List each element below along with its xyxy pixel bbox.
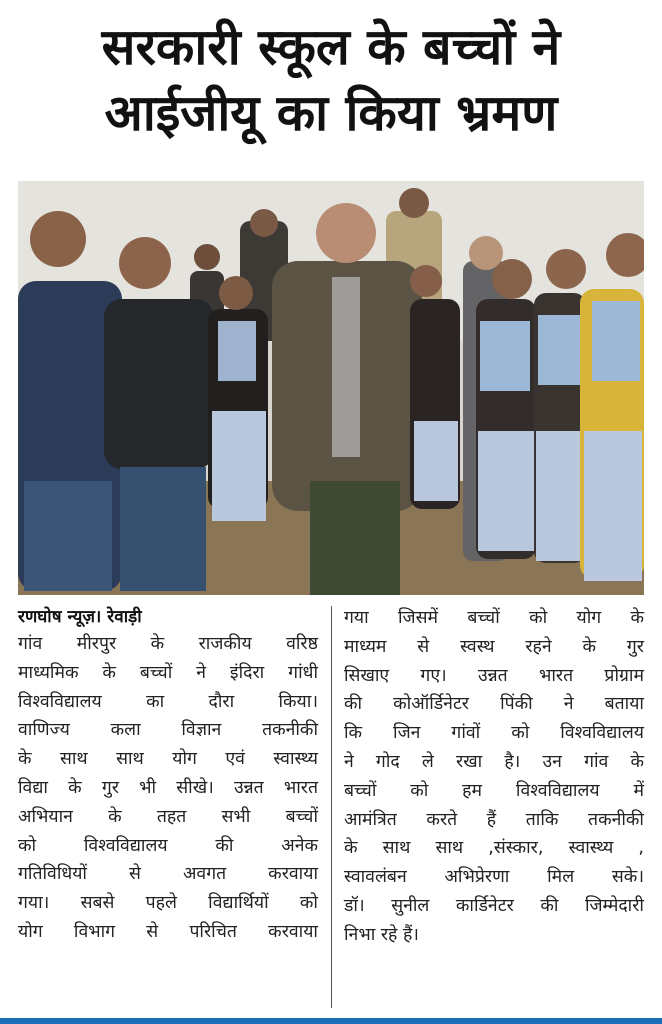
- students-left: [208, 276, 268, 521]
- bottom-accent-bar: [0, 1018, 662, 1024]
- left-line-10: गया। सबसे पहले विद्यार्थियों को: [18, 893, 318, 914]
- left-line-8: को विश्वविद्यालय की अनेक: [18, 835, 318, 856]
- right-line-11: डॉ। सुनील कार्डिनेटर की जिम्मेदारी: [344, 895, 644, 916]
- headline: [0, 14, 662, 146]
- left-line-11: योग विभाग से परिचित करवाया: [18, 921, 318, 942]
- news-photo: [18, 181, 644, 595]
- right-line-10: स्वावलंबन अभिप्रेरणा मिल सके।: [344, 867, 644, 888]
- column-divider: [331, 606, 332, 1008]
- dateline: रणघोष न्यूज़। रेवाड़ी: [18, 607, 142, 627]
- left-line-1: गांव मीरपुर के राजकीय वरिष्ठ: [18, 634, 318, 654]
- right-line-6: ने गोद ले रखा है। उन गांव के: [344, 751, 644, 772]
- left-line-5: के साथ साथ योग एवं स्वास्थ्य: [18, 749, 318, 770]
- left-line-3: विश्वविद्यालय का दौरा किया।: [18, 691, 318, 712]
- left-line-7: अभियान के तहत सभी बच्चों: [18, 806, 318, 827]
- right-line-5: कि जिन गांवों को विश्वविद्यालय: [344, 723, 644, 744]
- article-column-left: [18, 604, 318, 947]
- left-line-2: माध्यमिक के बच्चों ने इंदिरा गांधी: [18, 662, 318, 683]
- right-line-4: की कोऑर्डिनेटर पिंकी ने बताया: [344, 694, 644, 715]
- headline-line-1: सरकारी स्कूल के बच्चों ने: [101, 18, 561, 76]
- right-line-9: के साथ साथ ,संस्कार, स्वास्थ्य ,: [344, 838, 644, 859]
- left-line-6: विद्या के गुर भी सीखे। उन्नत भारत: [18, 777, 318, 798]
- right-line-3: सिखाए गए। उन्नत भारत प्रोग्राम: [344, 665, 644, 686]
- right-line-7: बच्चों को हम विश्वविद्यालय में: [344, 780, 644, 801]
- right-line-2: माध्यम से स्वस्थ रहने के गुर: [344, 636, 644, 657]
- headline-line-2: आईजीयू का किया भ्रमण: [104, 84, 558, 142]
- right-line-1: गया जिसमें बच्चों को योग के: [344, 608, 644, 628]
- left-line-9: गतिविधियों से अवगत करवाया: [18, 864, 318, 885]
- article-column-right: [344, 604, 644, 950]
- left-line-4: वाणिज्य कला विज्ञान तकनीकी: [18, 720, 318, 741]
- article-body: [18, 604, 644, 1014]
- right-line-8: आमंत्रित करते हैं ताकि तकनीकी: [344, 809, 644, 830]
- right-line-12: निभा रहे हैं।: [344, 924, 419, 945]
